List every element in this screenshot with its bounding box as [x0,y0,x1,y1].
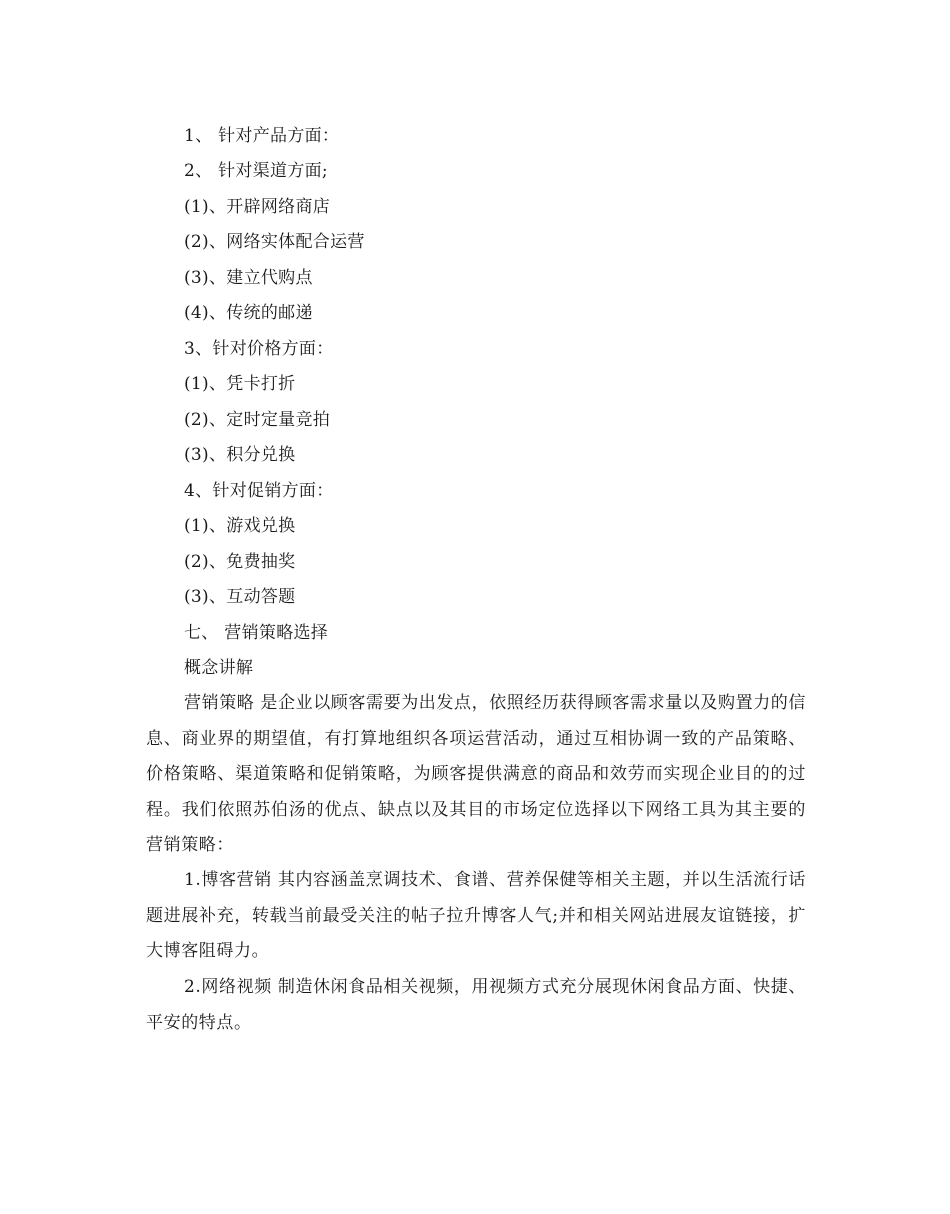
outline-item: 4、针对促销方面： [184,481,334,501]
outline-item: (1)、开辟网络商店 [184,197,331,217]
body-paragraph-online-video: 2.网络视频 制造休闲食品相关视频，用视频方式充分展现休闲食品方面、快捷、平安的特点。 [146,977,806,1033]
outline-item: (3)、积分兑换 [184,445,296,465]
outline-item: (2)、网络实体配合运营 [184,232,365,252]
outline-item: (2)、免费抽奖 [184,552,296,572]
subsection-heading: 概念讲解 [184,658,254,678]
outline-item: 1、 针对产品方面： [184,126,340,146]
body-paragraph-blog-marketing: 1.博客营销 其内容涵盖烹调技术、食谱、营养保健等相关主题，并以生活流行话题进展补充，转载当前最受关注的帖子拉升博客人气;并和相关网站进展友谊链接，扩大博客阻碍力。 [146,870,806,961]
section-heading: 七、 营销策略选择 [184,623,329,643]
outline-item: (3)、互动答题 [184,587,296,607]
outline-item: (2)、定时定量竞拍 [184,410,331,430]
outline-item: (1)、凭卡打折 [184,374,296,394]
outline-item: (3)、建立代购点 [184,268,313,288]
outline-item: 2、 针对渠道方面; [184,161,328,181]
outline-item: 3、针对价格方面： [184,339,334,359]
body-paragraph-marketing-strategy: 营销策略 是企业以顾客需要为出发点，依照经历获得顾客需求量以及购置力的信息、商业界的期望值，有打算地组织各项运营活动，通过互相协调一致的产品策略、价格策略、渠道策略和促销策略，为顾客提供满意的商品和效劳而实现企业目的的过程。我们依照苏伯汤的优点、缺点以及其目的市场定位选择以下网络工具为其主要的营销策略： [146,693,807,855]
outline-item: (4)、传统的邮递 [184,303,313,323]
outline-item: (1)、游戏兑换 [184,516,296,536]
